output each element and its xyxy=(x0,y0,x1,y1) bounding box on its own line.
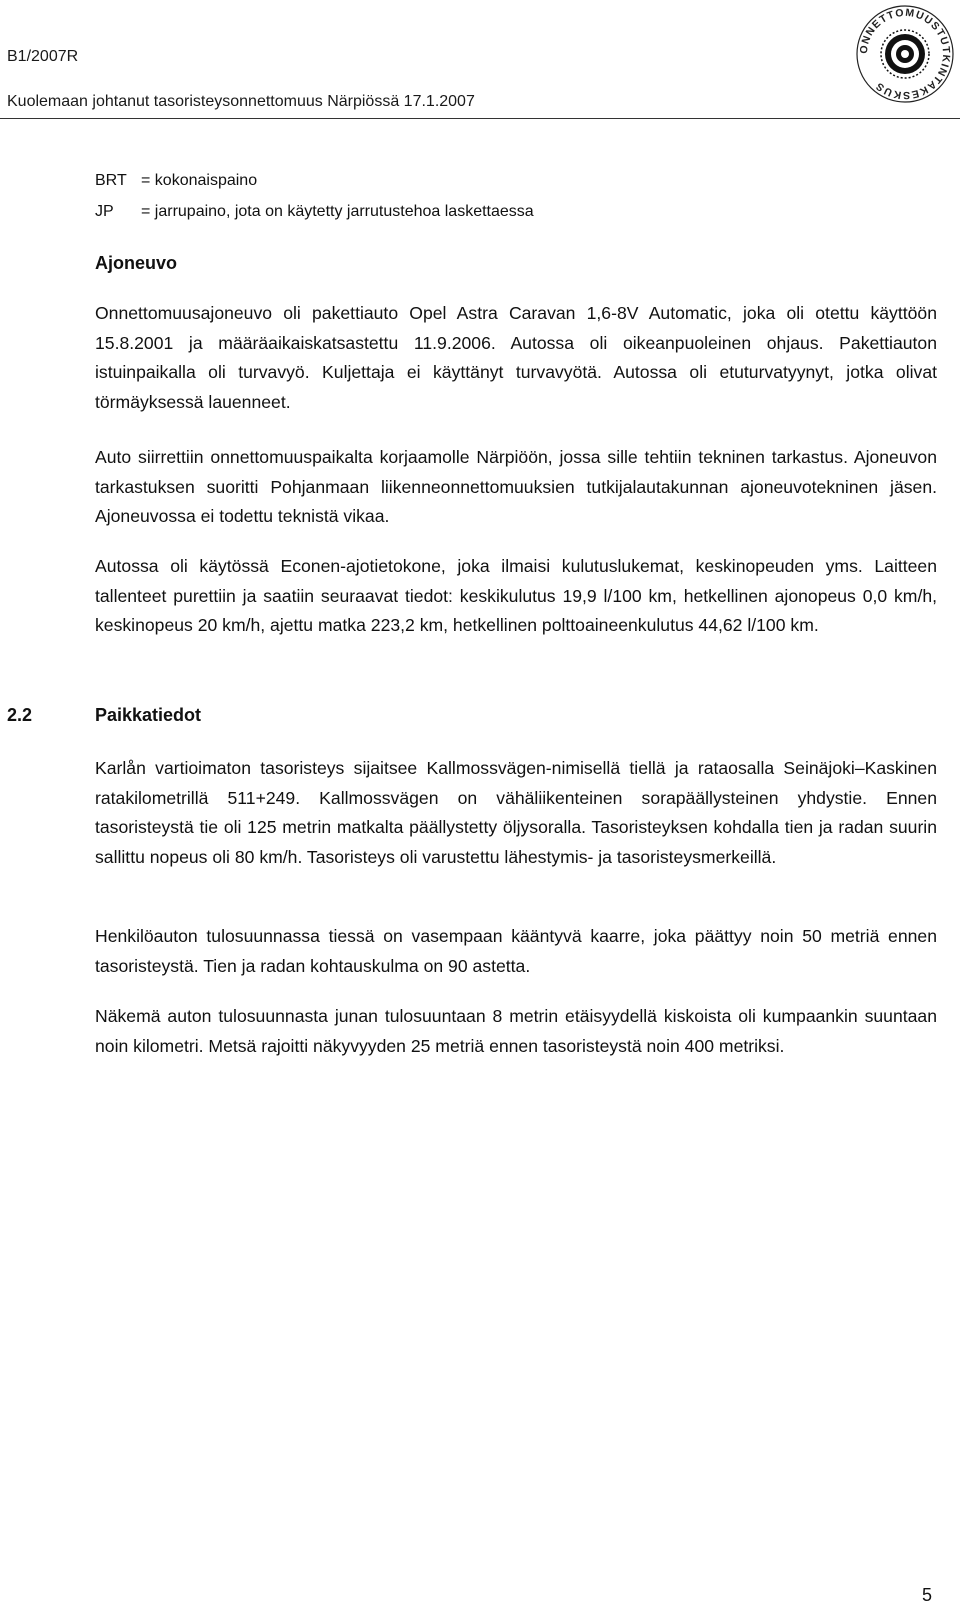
abbreviation-row xyxy=(95,203,534,221)
body-paragraph: Karlån vartioimaton tasoristeys sijaitsee Kallmossvägen-nimisellä tiellä ja rataosalla Seinäjoki–Kaskinen ratakilometrillä 511+249. Kallmossvägen on vähäliikenteinen sorapäällysteinen yhdystie. Ennen tasoristeystä tie oli 125 metrin matkalta päällystetty öljysoralla. Tasoristeyksen kohdalla tien ja radan suurin sallittu nopeus oli 80 km/h. Tasoristeys oli varustettu lähestymis- ja tasoristeysmerkeillä. xyxy=(95,758,937,867)
section-number: 2.2 xyxy=(7,705,33,725)
body-paragraph: Auto siirrettiin onnettomuuspaikalta korjaamolle Närpiöön, jossa sille tehtiin tekninen tarkastus. Ajoneuvon tarkastuksen suoritti Pohjanmaan liikenneonnettomuuksien tutkijalautakunnan ajoneuvotekninen jäsen. Ajoneuvossa ei todettu teknistä vikaa. xyxy=(95,447,937,526)
abbreviation-term: JP xyxy=(95,203,114,220)
abbreviation-definition: = jarrupaino, jota on käytetty jarrutustehoa laskettaessa xyxy=(141,203,534,220)
body-paragraph: Näkemä auton tulosuunnasta junan tulosuuntaan 8 metrin etäisyydellä kiskoista oli kumpaankin suuntaan noin kilometri. Metsä rajoitti näkyvyyden 25 metriä ennen tasoristeystä noin 400 metriksi. xyxy=(95,1006,937,1056)
document-subtitle: Kuolemaan johtanut tasoristeysonnettomuus Närpiössä 17.1.2007 xyxy=(7,93,475,110)
body-paragraph: Henkilöauton tulosuunnassa tiessä on vasempaan kääntyvä kaarre, joka päättyy noin 50 metriä ennen tasoristeystä. Tien ja radan kohtauskulma on 90 astetta. xyxy=(95,926,937,976)
document-code: B1/2007R xyxy=(7,48,79,65)
header-divider xyxy=(0,118,960,119)
body-paragraph: Autossa oli käytössä Econen-ajotietokone, joka ilmaisi kulutuslukemat, keskinopeuden yms. Laitteen tallenteet purettiin ja saatiin seuraavat tiedot: keskikulutus 19,9 l/100 km, hetkellinen ajonopeus 0,0 km/h, keskinopeus 20 km/h, ajettu matka 223,2 km, hetkellinen polttoaineenkulutus 44,62 l/100 km. xyxy=(95,556,937,635)
svg-text:ONNETTOMUUSTUTKINTAKESKUS: ONNETTOMUUSTUTKINTAKESKUS xyxy=(857,6,953,102)
section-title: Paikkatiedot xyxy=(95,705,202,725)
page-number: 5 xyxy=(921,1585,932,1605)
ajoneuvo-heading: Ajoneuvo xyxy=(95,253,178,273)
abbreviation-row xyxy=(95,172,257,190)
body-paragraph: Onnettomuusajoneuvo oli pakettiauto Opel Astra Caravan 1,6-8V Automatic, joka oli otettu käyttöön 15.8.2001 ja määräaikaiskatsastettu 11.9.2006. Autossa oli oikeanpuoleinen ohjaus. Pakettiauton istuinpaikalla oli turvavyö. Kuljettaja ei käyttänyt turvavyötä. Autossa oli etuturvatyynyt, jotka olivat törmäyksessä lauenneet. xyxy=(95,303,937,412)
agency-logo-seal xyxy=(853,2,957,106)
abbreviation-term: BRT xyxy=(95,172,127,189)
abbreviation-definition: = kokonaispaino xyxy=(141,172,258,189)
